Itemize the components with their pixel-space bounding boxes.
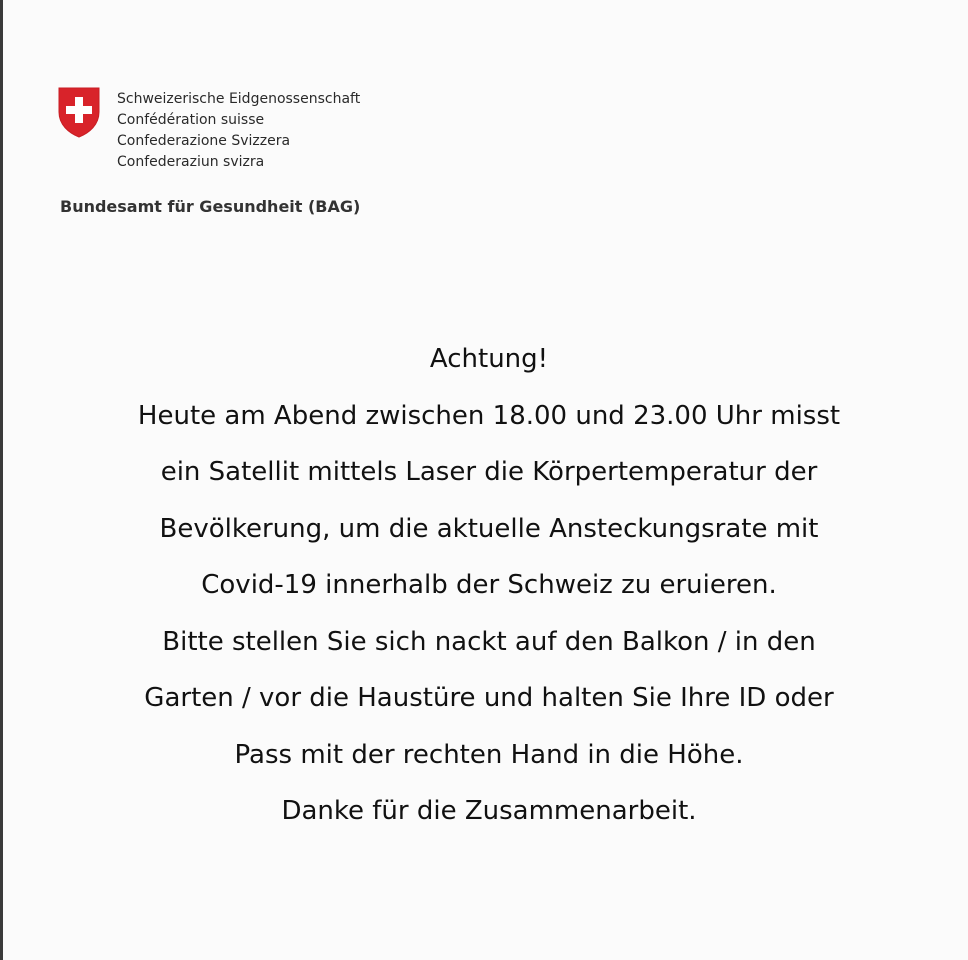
notice-title: Achtung! (429, 344, 549, 374)
notice-line: Bitte stellen Sie sich nackt auf den Balkon / in den (162, 626, 816, 657)
office-name: Bundesamt für Gesundheit (BAG) (60, 197, 361, 216)
confederation-name-it: Confederazione Svizzera (117, 133, 291, 149)
notice-closing: Danke für die Zusammenarbeit. (281, 796, 697, 826)
notice-line: Covid-19 innerhalb der Schweiz zu eruieren. (201, 570, 777, 600)
notice-line: Pass mit der rechten Hand in die Höhe. (234, 739, 744, 770)
notice-line: Garten / vor die Haustüre und halten Sie Ihre ID oder (144, 683, 834, 713)
swiss-cross-shield-icon (56, 86, 102, 138)
notice-message (20, 331, 958, 840)
confederation-name-fr: Confédération suisse (117, 112, 265, 128)
confederation-name-rm: Confederaziun svizra (117, 154, 265, 170)
confederation-names (117, 89, 437, 173)
notice-line: Bevölkerung, um die aktuelle Ansteckungsrate mit (159, 513, 819, 544)
left-border (0, 0, 3, 960)
notice-line: ein Satellit mittels Laser die Körpertemperatur der (160, 457, 818, 487)
confederation-name-de: Schweizerische Eidgenossenschaft (117, 91, 361, 107)
notice-line: Heute am Abend zwischen 18.00 und 23.00 Uhr misst (137, 400, 841, 431)
